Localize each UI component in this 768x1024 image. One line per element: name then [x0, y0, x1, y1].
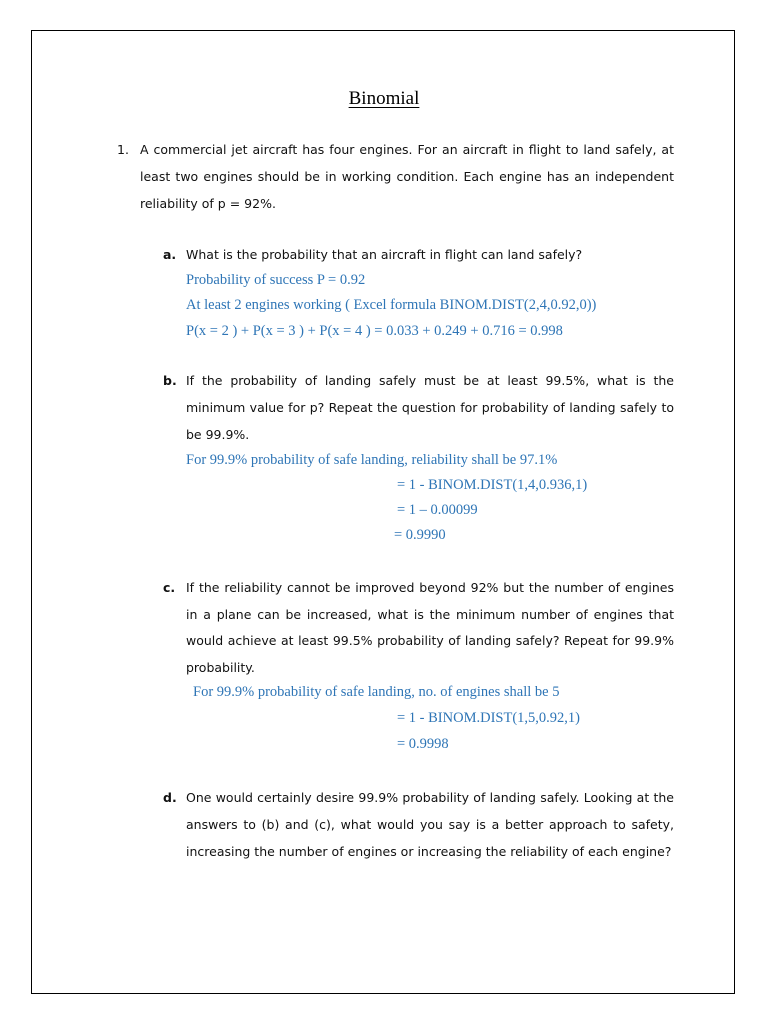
part-b-question-2: minimum value for p? Repeat the question for probability of landing safely to [186, 400, 674, 415]
part-d-question-3: increasing the number of engines or increasing the reliability of each engine? [186, 844, 672, 859]
part-b-answer-1: For 99.9% probability of safe landing, reliability shall be 97.1% [186, 452, 558, 468]
question-line-2: least two engines should be in working condition. Each engine has an independent [140, 169, 674, 184]
part-c-answer-2: = 1 - BINOM.DIST(1,5,0.92,1) [397, 710, 580, 726]
part-a-answer-3: P(x = 2 ) + P(x = 3 ) + P(x = 4 ) = 0.033 + 0.249 + 0.716 = 0.998 [186, 323, 563, 339]
part-b-answer-3: = 1 – 0.00099 [397, 502, 478, 518]
part-b-answer-2: = 1 - BINOM.DIST(1,4,0.936,1) [397, 477, 588, 493]
part-c-question-3: would achieve at least 99.5% probability of landing safely? Repeat for 99.9% [186, 633, 674, 648]
part-a-label: a. [163, 247, 177, 262]
question-number: 1. [117, 142, 129, 157]
part-c-label: c. [163, 580, 176, 595]
part-b-question-1: If the probability of landing safely must be at least 99.5%, what is the [186, 373, 674, 388]
part-c-answer-1: For 99.9% probability of safe landing, no. of engines shall be 5 [193, 684, 560, 700]
part-b-label: b. [163, 373, 177, 388]
part-c-answer-3: = 0.9998 [397, 736, 449, 752]
part-d-question-1: One would certainly desire 99.9% probability of landing safely. Looking at the [186, 790, 674, 805]
part-c-question-4: probability. [186, 660, 255, 675]
page-title: Binomial [348, 88, 420, 109]
part-d-label: d. [163, 790, 177, 805]
part-b-question-3: be 99.9%. [186, 427, 250, 442]
part-d-question-2: answers to (b) and (c), what would you say is a better approach to safety, [186, 817, 674, 832]
part-a-answer-2: At least 2 engines working ( Excel formula BINOM.DIST(2,4,0.92,0)) [186, 297, 597, 313]
part-b-answer-4: = 0.9990 [394, 527, 446, 543]
part-a-answer-1: Probability of success P = 0.92 [186, 272, 366, 288]
question-line-1: A commercial jet aircraft has four engines. For an aircraft in flight to land safely, at [140, 142, 674, 157]
part-a-question: What is the probability that an aircraft in flight can land safely? [186, 247, 583, 262]
part-c-question-2: in a plane can be increased, what is the minimum number of engines that [186, 607, 674, 622]
part-c-question-1: If the reliability cannot be improved beyond 92% but the number of engines [186, 580, 674, 595]
question-line-3: reliability of p = 92%. [140, 196, 276, 211]
